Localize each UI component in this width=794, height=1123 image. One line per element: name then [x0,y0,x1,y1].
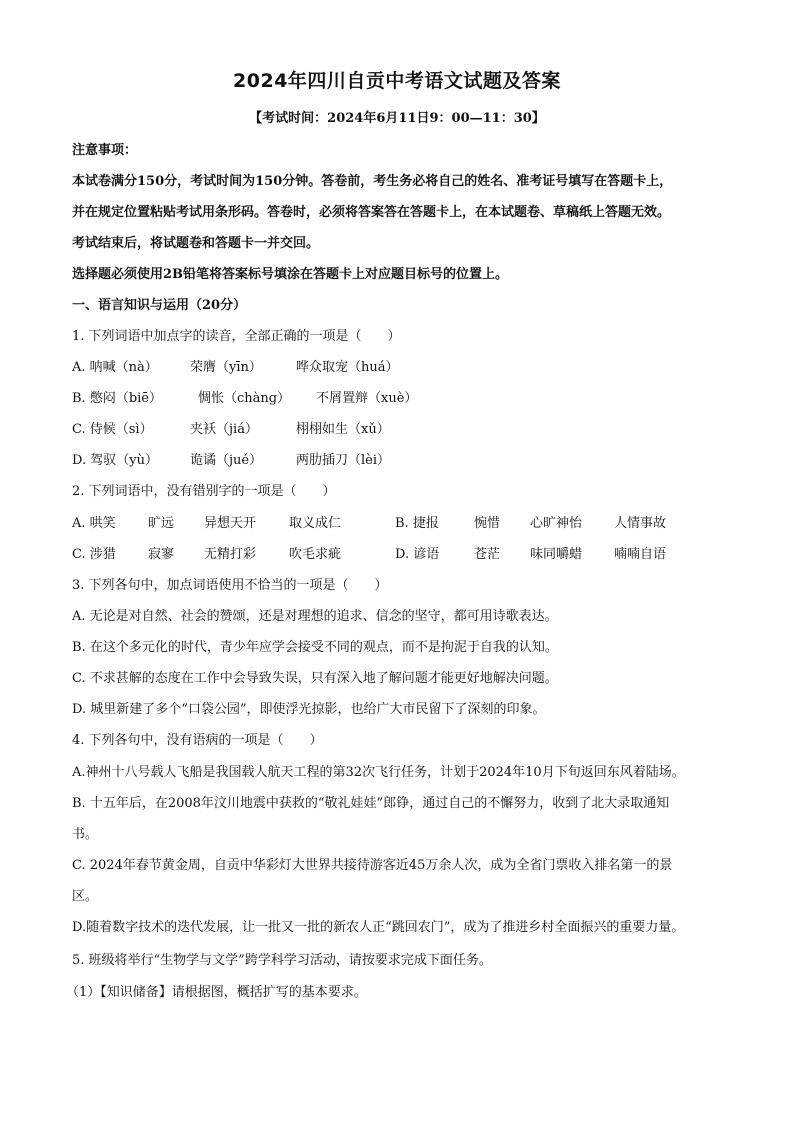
q2-word: 无精打彩 [204,547,257,562]
question-1-stem: 1. 下列词语中加点字的读音，全部正确的一项是（ ） [72,329,401,344]
q2-option-c: C. 涉猎 [72,547,116,562]
exam-time: 【考试时间：2024年6月11日9：00—11：30】 [249,111,545,126]
notice-line: 选择题必须使用2B铅笔将答案标号填涂在答题卡上对应题目标号的位置上。 [72,267,509,282]
q1-option-d: D. 驾驭（yù） [72,453,158,468]
q2-word: 苍茫 [474,547,501,562]
q4-option-c: C. 2024年春节黄金周，自贡中华彩灯大世界共接待游客近45万余人次，成为全省门票收入排名第一的景 [72,858,673,873]
notice-line: 考试结束后，将试题卷和答题卡一并交回。 [72,236,320,251]
q1-option-a-word: 哗众取宠（huá） [296,360,399,375]
q2-word: 取义成仁 [289,516,342,531]
q3-option-d: D. 城里新建了多个“口袋公园”，即使浮光掠影，也给广大市民留下了深刻的印象。 [72,702,546,717]
q3-option-b: B. 在这个多元化的时代，青少年应学会接受不同的观点，而不是拘泥于自我的认知。 [72,640,558,655]
question-5-stem: 5. 班级将举行“生物学与文学”跨学科学习活动，请按要求完成下面任务。 [72,953,492,968]
q5-sub-1: （1）【知识储备】请根据图，概括扩写的基本要求。 [66,985,367,1000]
q2-word: 喃喃自语 [614,547,667,562]
q2-word: 味同嚼蜡 [530,547,583,562]
q2-word: 吹毛求疵 [289,547,342,562]
q1-option-d-word: 诡谲（jué） [190,453,263,468]
q2-word: 人情事故 [614,516,667,531]
q2-word: 心旷神怡 [530,516,583,531]
question-2-stem: 2. 下列词语中，没有错别字的一项是（ ） [72,484,336,499]
q2-word: 惋惜 [474,516,501,531]
q1-option-c-word: 夹袄（jiá） [190,422,258,437]
q3-option-a: A. 无论是对自然、社会的赞颂，还是对理想的追求、信念的坚守，都可用诗歌表达。 [72,609,558,624]
q1-option-b: B. 憋闷（biē） [72,391,162,406]
q1-option-a-word: 荣膺（yīn） [190,360,262,375]
q4-option-d: D.随着数字技术的迭代发展，让一批又一批的新农人正“跳回农门”，成为了推进乡村全面振兴的重要力量。 [72,920,685,935]
q1-option-b-word: 惆怅（chàng） [198,391,291,406]
q1-option-a: A. 呐喊（nà） [72,360,158,375]
notice-line: 本试卷满分150分，考试时间为150分钟。答卷前，考生务必将自己的姓名、准考证号填写在答题卡上， [72,174,673,189]
q2-option-a: A. 哄笑 [72,516,116,531]
question-3-stem: 3. 下列各句中，加点词语使用不恰当的一项是（ ） [72,578,388,593]
q2-word: 异想天开 [204,516,257,531]
q4-option-b: B. 十五年后，在2008年汶川地震中获救的“敬礼娃娃”郎铮，通过自己的不懈努力，收到了北大录取通知 [72,796,670,811]
notice-heading: 注意事项： [72,143,138,158]
q1-option-b-word: 不屑置辩（xuè） [316,391,418,406]
q1-option-d-word: 两肋插刀（lèi） [296,453,391,468]
section-heading: 一、语言知识与运用（20分） [72,298,247,313]
q4-option-c-cont: 区。 [72,889,99,904]
document-title: 2024年四川自贡中考语文试题及答案 [233,70,561,92]
q1-option-c-word: 栩栩如生（xǔ） [296,422,390,437]
q3-option-c: C. 不求甚解的态度在工作中会导致失误，只有深入地了解问题才能更好地解决问题。 [72,671,558,686]
notice-line: 并在规定位置粘贴考试用条形码。答卷时，必须将答案答在答题卡上，在本试题卷、草稿纸上答题无效。 [72,205,671,220]
q4-option-b-cont: 书。 [72,827,99,842]
q1-option-c: C. 侍候（sì） [72,422,153,437]
q2-word: 寂寥 [148,547,175,562]
q2-option-b: B. 捷报 [395,516,439,531]
q4-option-a: A.神州十八号载人飞船是我国载人航天工程的第32次飞行任务，计划于2024年10月下旬返回东风着陆场。 [72,765,685,780]
q2-word: 旷远 [148,516,175,531]
q2-option-d: D. 谚语 [395,547,440,562]
question-4-stem: 4. 下列各句中，没有语病的一项是（ ） [72,733,323,748]
